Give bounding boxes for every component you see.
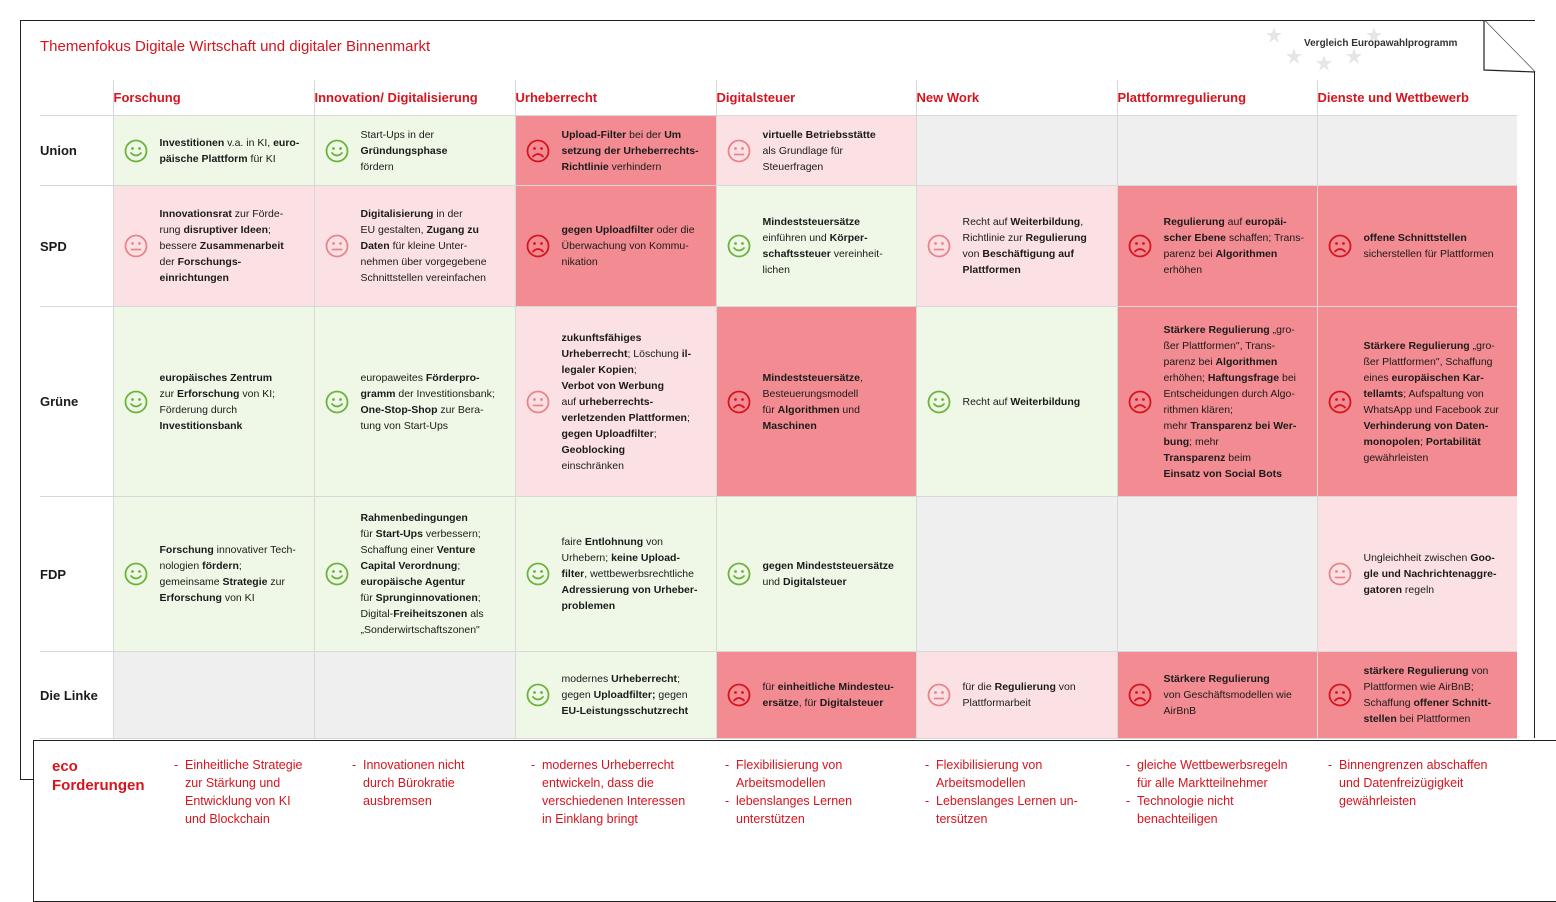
eco-demand-item: - modernes Urheberrecht entwickeln, dass die verschiedenen Interessen in Einklang bringt <box>531 758 686 826</box>
cell-text: Stärkere Regulierung „gro- ßer Plattformen", Trans- parenz bei Algorithmen erhöhen; Haftungsfrage bei Entscheidungen durch Algo- rithmen klären; mehr Transparenz bei Wer- bung; mehr Transparenz beim Einsatz von Social Bots <box>1163 323 1297 480</box>
smiley-neutral-icon <box>325 234 349 258</box>
party-label: SPD <box>40 186 113 307</box>
column-header: New Work <box>916 80 1117 116</box>
eco-demands-label: eco Forderungen <box>52 758 145 794</box>
smiley-happy-icon <box>325 562 349 586</box>
smiley-neutral-icon <box>1328 562 1352 586</box>
party-label: FDP <box>40 497 113 652</box>
table-row <box>40 307 1517 497</box>
smiley-sad-icon <box>1328 683 1352 707</box>
column-header: Forschung <box>113 80 314 116</box>
party-label: Grüne <box>40 307 113 497</box>
smiley-happy-icon <box>124 390 148 414</box>
cell-positive <box>113 497 314 652</box>
smiley-happy-icon <box>325 390 349 414</box>
smiley-sad-icon <box>1128 234 1152 258</box>
cell-text: Investitionen v.a. in KI, euro- päische Plattform für KI <box>159 136 300 165</box>
smiley-happy-icon <box>927 390 951 414</box>
cell-positive <box>113 307 314 497</box>
party-label: Die Linke <box>40 652 113 739</box>
eco-demand-item: - Innovationen nicht durch Bürokratie ausbremsen <box>352 758 465 808</box>
cell-text: gegen Uploadfilter oder die Überwachung von Kommu- nikation <box>561 224 695 268</box>
cell-neutral <box>113 186 314 307</box>
cell-neutral <box>716 116 916 186</box>
eco-demand-item: - Lebenslanges Lernen un- tersützen <box>925 794 1078 826</box>
cell-text: europäisches Zentrum zur Erforschung von KI; Förderung durch Investitionsbank <box>159 371 276 432</box>
cell-neutral <box>515 307 716 497</box>
smiley-sad-icon <box>526 234 550 258</box>
eco-demand-item: - lebenslanges Lernen unterstützen <box>725 794 853 826</box>
cell-negative <box>716 307 916 497</box>
party-label: Union <box>40 116 113 186</box>
cell-negative <box>1117 186 1317 307</box>
cell-negative <box>1317 186 1517 307</box>
eco-demand-column <box>352 756 464 810</box>
cell-empty <box>314 652 515 739</box>
smiley-sad-icon <box>1128 390 1152 414</box>
cell-text: Recht auf Weiterbildung <box>962 395 1081 408</box>
eco-demand-item: - Flexibilisierung von Arbeitsmodellen <box>725 758 843 790</box>
column-header: Plattformregulierung <box>1117 80 1317 116</box>
smiley-sad-icon <box>1128 683 1152 707</box>
cell-positive <box>113 116 314 186</box>
column-header: Urheberrecht <box>515 80 716 116</box>
eco-demand-column <box>531 756 685 828</box>
cell-text: gegen Mindeststeuersätze und Digitalsteuer <box>762 560 894 588</box>
column-header: Innovation/ Digitalisierung <box>314 80 515 116</box>
eco-demand-column <box>725 756 852 828</box>
eco-demand-item: - Binnengrenzen abschaffen und Datenfreizügigkeit gewährleisten <box>1328 758 1488 808</box>
eco-demand-column <box>925 756 1078 828</box>
cell-negative <box>716 652 916 739</box>
cell-empty <box>1317 116 1517 186</box>
table-corner <box>40 80 113 116</box>
cell-text: Start-Ups in der Gründungsphase fördern <box>360 128 448 173</box>
eco-demand-item: - Einheitliche Strategie zur Stärkung und Entwicklung von KI und Blockchain <box>174 758 303 826</box>
cell-text: Innovationsrat zur Förde- rung disruptiver Ideen; bessere Zusammenarbeit der Forschungs- einrichtungen <box>159 208 284 284</box>
column-header: Dienste und Wettbewerb <box>1317 80 1517 116</box>
table-row <box>40 497 1517 652</box>
page-right-edge <box>1534 72 1535 738</box>
cell-text: modernes Urheberrecht; gegen Uploadfilter; gegen EU-Leistungsschutzrecht <box>561 673 689 717</box>
cell-neutral <box>916 186 1117 307</box>
cell-positive <box>515 497 716 652</box>
cell-negative <box>1317 652 1517 739</box>
smiley-neutral-icon <box>727 139 751 163</box>
smiley-happy-icon <box>526 683 550 707</box>
smiley-sad-icon <box>526 139 550 163</box>
cell-positive <box>716 186 916 307</box>
eco-demand-item: - Flexibilisierung von Arbeitsmodellen <box>925 758 1043 790</box>
cell-text: stärkere Regulierung von Plattformen wie AirBnB; Schaffung offener Schnitt- stellen bei Plattformen <box>1363 665 1492 725</box>
cell-text: offene Schnittstellen sicherstellen für Plattformen <box>1363 232 1494 260</box>
cell-text: Upload-Filter bei der Um setzung der Urheberrechts- Richtlinie verhindern <box>561 128 699 173</box>
cell-text: Digitalisierung in der EU gestalten, Zugang zu Daten für kleine Unter- nehmen über vorgegebene Schnittstellen vereinfachen <box>360 208 487 284</box>
smiley-neutral-icon <box>927 234 951 258</box>
cell-text: faire Entlohnung von Urhebern; keine Upload- filter, wettbewerbsrechtliche Adressierung von Urheber- problemen <box>561 536 698 612</box>
cell-text: Ungleichheit zwischen Goo- gle und Nachrichtenaggre- gatoren regeln <box>1363 552 1497 596</box>
page-fold-corner <box>1480 20 1536 74</box>
cell-empty <box>1117 497 1317 652</box>
comparison-table <box>40 80 1517 739</box>
cell-positive <box>314 307 515 497</box>
cell-text: Forschung innovativer Tech- nologien fördern; gemeinsame Strategie zur Erforschung von KI <box>159 544 296 604</box>
smiley-neutral-icon <box>124 234 148 258</box>
cell-negative <box>1117 307 1317 497</box>
smiley-sad-icon <box>1328 234 1352 258</box>
cell-text: für die Regulierung von Plattformarbeit <box>962 681 1076 709</box>
cell-text: europaweites Förderpro- gramm der Investitionsbank; One-Stop-Shop zur Bera- tung von Start-Ups <box>360 371 495 432</box>
eco-demand-column <box>1126 756 1288 828</box>
eco-demand-column <box>1328 756 1488 810</box>
page-subtitle: Vergleich Europawahlprogramm <box>1304 38 1458 49</box>
smiley-happy-icon <box>325 139 349 163</box>
cell-negative <box>1117 652 1317 739</box>
cell-empty <box>113 652 314 739</box>
cell-text: Stärkere Regulierung von Geschäftsmodellen wie AirBnB <box>1163 673 1292 717</box>
cell-positive <box>515 652 716 739</box>
smiley-neutral-icon <box>526 390 550 414</box>
eco-demand-item: - gleiche Wettbewerbsregeln für alle Marktteilnehmer <box>1126 758 1288 790</box>
cell-neutral <box>916 652 1117 739</box>
page-title: Themenfokus Digitale Wirtschaft und digitaler Binnenmarkt <box>40 38 431 55</box>
cell-empty <box>1117 116 1317 186</box>
cell-text: Mindeststeuersätze einführen und Körper- schaftssteuer vereinheit- lichen <box>762 216 883 276</box>
table-row <box>40 116 1517 186</box>
smiley-sad-icon <box>727 390 751 414</box>
eco-demand-item: - Technologie nicht benachteiligen <box>1126 794 1234 826</box>
cell-empty <box>916 116 1117 186</box>
cell-negative <box>1317 307 1517 497</box>
cell-negative <box>515 116 716 186</box>
cell-positive <box>916 307 1117 497</box>
smiley-happy-icon <box>727 562 751 586</box>
table-row <box>40 186 1517 307</box>
smiley-happy-icon <box>526 562 550 586</box>
cell-text: zukunftsfähiges Urheberrecht; Löschung il- legaler Kopien; Verbot von Werbung auf urheberrechts- verletzenden Plattformen; gegen Uploadfilter; Geoblocking einschränken <box>561 331 692 472</box>
cell-text: Stärkere Regulierung „gro- ßer Plattformen", Schaffung eines europäischen Kar- tellamts; Aufspaltung von WhatsApp und Facebook zur Verhinderung von Daten- monopolen; Portabilität gewährleisten <box>1363 339 1499 464</box>
cell-neutral <box>314 186 515 307</box>
eu-stars-watermark <box>1258 22 1388 82</box>
column-header: Digitalsteuer <box>716 80 916 116</box>
smiley-happy-icon <box>727 234 751 258</box>
smiley-sad-icon <box>1328 390 1352 414</box>
cell-negative <box>515 186 716 307</box>
smiley-neutral-icon <box>927 683 951 707</box>
cell-positive <box>314 497 515 652</box>
smiley-happy-icon <box>124 139 148 163</box>
table-row <box>40 652 1517 739</box>
cell-positive <box>314 116 515 186</box>
cell-neutral <box>1317 497 1517 652</box>
smiley-sad-icon <box>727 683 751 707</box>
cell-positive <box>716 497 916 652</box>
cell-text: Mindeststeuersätze, Besteuerungsmodell für Algorithmen und Maschinen <box>762 371 863 432</box>
cell-text: virtuelle Betriebsstätte als Grundlage für Steuerfragen <box>762 128 876 173</box>
cell-text: Rahmenbedingungen für Start-Ups verbessern; Schaffung einer Venture Capital Verordnung; europäische Agentur für Sprunginnovationen; Digital-Freiheitszonen als „Sonderwirtschaftszonen" <box>360 512 484 636</box>
cell-text: Regulierung auf europäi- scher Ebene schaffen; Trans- parenz bei Algorithmen erhöhen <box>1163 216 1304 276</box>
cell-text: Recht auf Weiterbildung, Richtlinie zur Regulierung von Beschäftigung auf Plattformen <box>962 216 1087 276</box>
cell-empty <box>916 497 1117 652</box>
eco-demand-column <box>174 756 302 828</box>
cell-text: für einheitliche Mindesteu- ersätze, für Digitalsteuer <box>762 681 894 709</box>
smiley-happy-icon <box>124 562 148 586</box>
